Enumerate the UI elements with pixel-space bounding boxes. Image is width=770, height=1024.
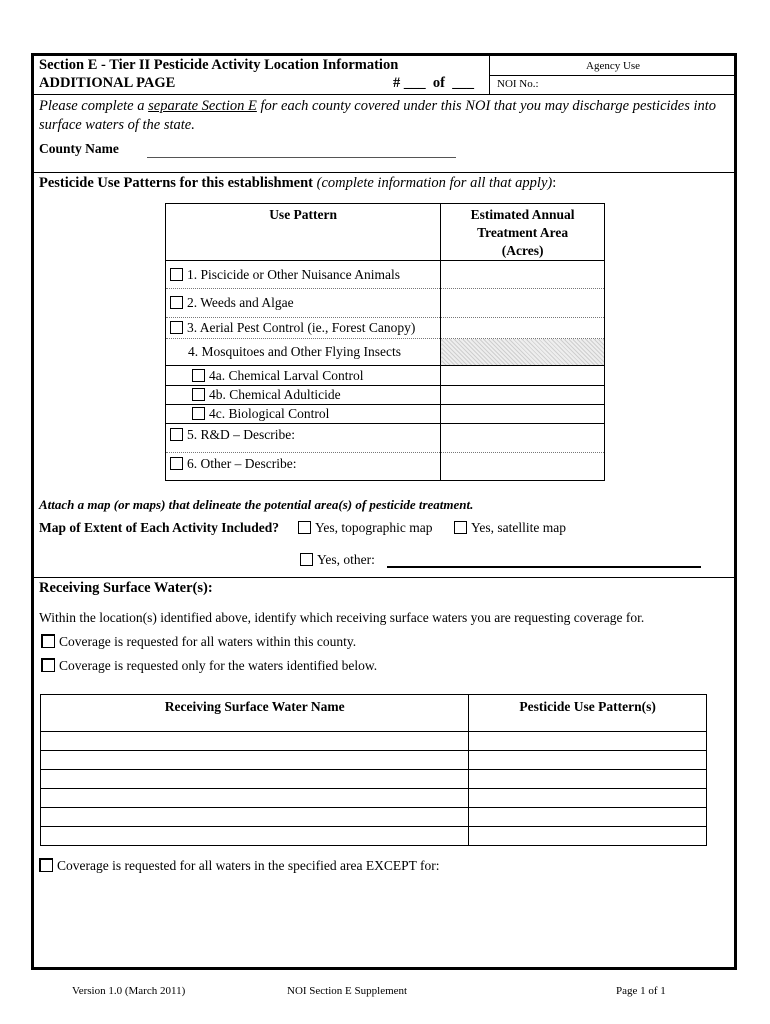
map-divider — [33, 577, 735, 578]
water-name-input[interactable] — [41, 751, 469, 770]
county-divider — [33, 172, 735, 173]
table-row — [41, 789, 707, 808]
larval-checkbox[interactable] — [192, 369, 205, 382]
other-map-field[interactable] — [387, 566, 701, 568]
receiving-instruction: Within the location(s) identified above, identify which receiving surface waters you are requesting coverage for. — [39, 610, 645, 625]
use-pattern-row: 4b. Chemical Adulticide — [166, 386, 605, 405]
aerial-area-input[interactable] — [441, 318, 605, 339]
separate-section-link: separate Section E — [148, 98, 257, 114]
use-pattern-table — [165, 203, 605, 481]
all-waters-option[interactable]: Coverage is requested for all waters within this county. — [41, 634, 356, 650]
agency-divider-h — [489, 75, 735, 76]
biological-checkbox[interactable] — [192, 407, 205, 420]
use-pattern-row: 1. Piscicide or Other Nuisance Animals — [166, 261, 605, 289]
header-divider — [33, 94, 735, 95]
water-name-input[interactable] — [41, 808, 469, 827]
water-name-input[interactable] — [41, 732, 469, 751]
footer-version: Version 1.0 (March 2011) — [72, 985, 186, 997]
receiving-heading: Receiving Surface Water(s): — [39, 580, 213, 596]
piscicide-checkbox[interactable] — [170, 268, 183, 281]
rnd-checkbox[interactable] — [170, 428, 183, 441]
only-waters-checkbox[interactable] — [41, 658, 55, 672]
other-map-option[interactable]: Yes, other: — [300, 552, 375, 568]
except-waters-option[interactable]: Coverage is requested for all waters in the specified area EXCEPT for: — [39, 858, 440, 874]
table-row — [41, 808, 707, 827]
use-pattern-row: 2. Weeds and Algae — [166, 289, 605, 318]
table-row — [41, 827, 707, 846]
weeds-checkbox[interactable] — [170, 296, 183, 309]
use-pattern-row: 3. Aerial Pest Control (ie., Forest Canopy) — [166, 318, 605, 339]
piscicide-area-input[interactable] — [441, 261, 605, 289]
all-waters-checkbox[interactable] — [41, 634, 55, 648]
water-name-input[interactable] — [41, 770, 469, 789]
footer-doc-name: NOI Section E Supplement — [287, 985, 408, 997]
use-patterns-heading: Pesticide Use Patterns for this establishment (complete information for all that apply): — [39, 175, 557, 191]
water-pattern-input[interactable] — [469, 789, 707, 808]
water-pattern-input[interactable] — [469, 732, 707, 751]
page-count: # ___ of ___ — [393, 75, 474, 91]
treatment-area-header: Estimated Annual Treatment Area (Acres) — [441, 204, 605, 261]
section-title: Section E - Tier II Pesticide Activity Location Information — [39, 57, 399, 73]
county-name-label: County Name — [39, 141, 119, 156]
biological-area-input[interactable] — [441, 405, 605, 424]
use-pattern-header: Use Pattern — [166, 204, 441, 261]
footer-page: Page 1 of 1 — [616, 985, 666, 997]
use-pattern-row — [166, 339, 605, 366]
rnd-area-input[interactable] — [441, 424, 605, 453]
adulticide-area-input[interactable] — [441, 386, 605, 405]
water-pattern-input[interactable] — [469, 808, 707, 827]
receiving-water-table — [40, 694, 707, 846]
other-area-input[interactable] — [441, 453, 605, 481]
mosquitoes-shaded-cell — [441, 339, 605, 366]
water-name-header: Receiving Surface Water Name — [41, 695, 469, 732]
except-waters-checkbox[interactable] — [39, 858, 53, 872]
satellite-checkbox[interactable] — [454, 521, 467, 534]
use-pattern-col-header: Pesticide Use Pattern(s) — [469, 695, 707, 732]
use-pattern-row: 5. R&D – Describe: — [166, 424, 605, 453]
additional-page-label: ADDITIONAL PAGE — [39, 75, 176, 91]
table-row — [41, 751, 707, 770]
water-name-input[interactable] — [41, 789, 469, 808]
agency-use-label: Agency Use — [586, 60, 641, 72]
mosquitoes-label: 4. Mosquitoes and Other Flying Insects — [166, 339, 441, 366]
use-pattern-row: 6. Other – Describe: — [166, 453, 605, 481]
attach-map-text: Attach a map (or maps) that delineate the potential area(s) of pesticide treatment. — [39, 497, 474, 512]
weeds-area-input[interactable] — [441, 289, 605, 318]
satellite-map-option[interactable]: Yes, satellite map — [454, 520, 566, 536]
water-pattern-input[interactable] — [469, 827, 707, 846]
intro-text: Please complete a separate Section E for each county covered under this NOI that you may discharge pesticides into surface waters of the state. — [39, 98, 717, 133]
aerial-checkbox[interactable] — [170, 321, 183, 334]
use-pattern-row: 4c. Biological Control — [166, 405, 605, 424]
water-pattern-input[interactable] — [469, 751, 707, 770]
water-name-input[interactable] — [41, 827, 469, 846]
county-name-field[interactable] — [147, 157, 456, 158]
use-pattern-row: 4a. Chemical Larval Control — [166, 366, 605, 386]
only-waters-option[interactable]: Coverage is requested only for the waters identified below. — [41, 658, 377, 674]
topographic-checkbox[interactable] — [298, 521, 311, 534]
table-row — [41, 732, 707, 751]
adulticide-checkbox[interactable] — [192, 388, 205, 401]
larval-area-input[interactable] — [441, 366, 605, 386]
topographic-map-option[interactable]: Yes, topographic map — [298, 520, 433, 536]
table-row — [41, 770, 707, 789]
map-question: Map of Extent of Each Activity Included? — [39, 520, 280, 535]
other-map-checkbox[interactable] — [300, 553, 313, 566]
other-checkbox[interactable] — [170, 457, 183, 470]
water-pattern-input[interactable] — [469, 770, 707, 789]
noi-number-field[interactable]: NOI No.: — [497, 78, 539, 90]
